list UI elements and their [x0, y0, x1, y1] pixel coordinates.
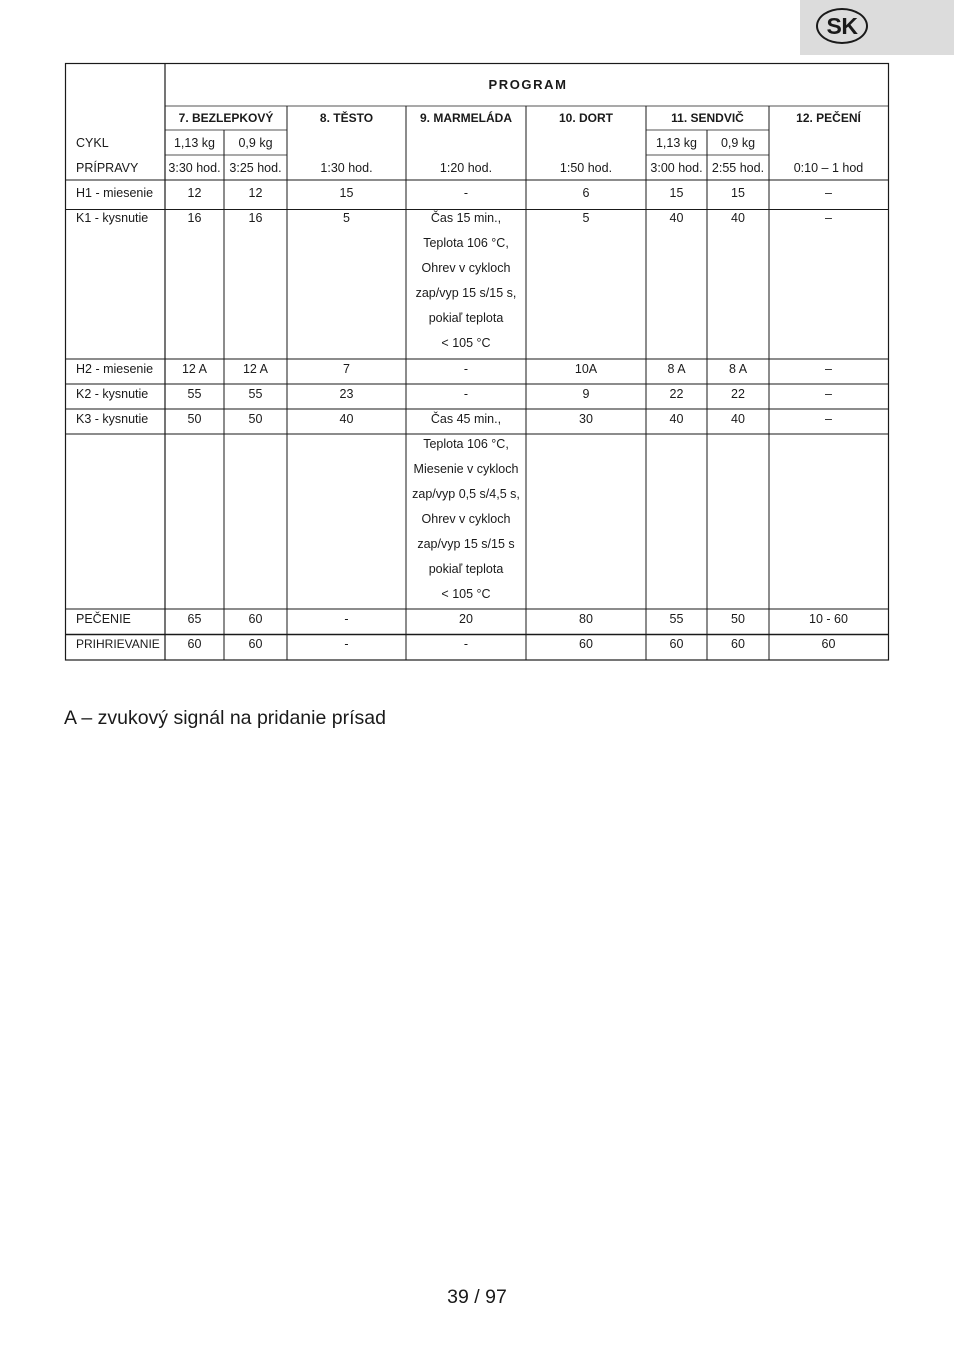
cell-prihrievanie-p11b: 60: [731, 637, 745, 651]
cell-k3-p9-line: Miesenie v cykloch: [413, 462, 519, 476]
page-number: 39 / 97: [447, 1286, 507, 1308]
weight-p11-a: 1,13 kg: [655, 136, 697, 150]
cell-k1-p9-line: Ohrev v cykloch: [421, 261, 511, 275]
cell-k3-p9-line: pokiaľ teplota: [428, 562, 504, 576]
cell-h1-p7b: 12: [248, 186, 263, 200]
cell-k1-p7a: 16: [187, 211, 202, 225]
cell-pecenie-p10: 80: [579, 612, 593, 626]
cell-pecenie-p11b: 50: [731, 612, 745, 626]
time-p12: 0:10 – 1 hod: [793, 161, 864, 175]
cell-h1-p8: 15: [339, 186, 354, 200]
program-7-header: 7. BEZLEPKOVÝ: [178, 111, 274, 125]
weight-p7-a: 1,13 kg: [173, 136, 215, 150]
cell-k1-p7b: 16: [248, 211, 263, 225]
time-p7-b: 3:25 hod.: [229, 161, 282, 175]
program-11-header: 11. SENDVIČ: [671, 111, 744, 125]
cell-k1-p9-line: pokiaľ teplota: [428, 311, 504, 325]
weight-p7-b: 0,9 kg: [238, 136, 273, 150]
program-8-header: 8. TĚSTO: [319, 111, 374, 125]
additive-signal-note: A – zvukový signál na pridanie prísad: [64, 707, 386, 729]
cell-pecenie-p7a: 65: [187, 612, 202, 626]
time-p10: 1:50 hod.: [559, 161, 613, 175]
program-10-header: 10. DORT: [558, 111, 613, 125]
cell-k2-p10: 9: [582, 387, 590, 401]
cell-k1-p8: 5: [343, 211, 350, 225]
cell-h1-p10: 6: [582, 186, 590, 200]
cell-k2-p9: -: [463, 387, 469, 401]
cell-h1-p9: -: [463, 186, 469, 200]
cell-pecenie-p11a: 55: [669, 612, 684, 626]
time-p11-b: 2:55 hod.: [711, 161, 765, 175]
cell-h2-p11b: 8 A: [728, 362, 748, 376]
row-label-h2: H2 - miesenie: [76, 362, 154, 376]
cell-k1-p9-line: < 105 °C: [441, 336, 491, 350]
cell-h2-p12: –: [825, 362, 832, 376]
time-p9: 1:20 hod.: [439, 161, 493, 175]
cell-prihrievanie-p9: -: [463, 637, 469, 651]
cycle-label: CYKL: [76, 136, 109, 150]
cell-prihrievanie-p8: -: [344, 637, 349, 651]
row-label-pecenie: PEČENIE: [76, 612, 131, 626]
cell-k3-p7a: 50: [187, 412, 202, 426]
language-tab: [800, 0, 954, 55]
cell-k3-p7b: 50: [248, 412, 263, 426]
cell-k1-p9-line: zap/vyp 15 s/15 s,: [415, 286, 517, 300]
cell-prihrievanie-p7b: 60: [248, 637, 263, 651]
cell-k2-p11a: 22: [669, 387, 684, 401]
program-header: PROGRAM: [488, 77, 568, 92]
cell-k1-p11b: 40: [731, 211, 745, 225]
weight-p11-b: 0,9 kg: [720, 136, 756, 150]
cell-h2-p7b: 12 A: [242, 362, 269, 376]
cell-k1-p12: –: [825, 211, 832, 225]
cell-k2-p7b: 55: [248, 387, 263, 401]
cell-h1-p12: –: [825, 186, 832, 200]
cell-pecenie-p9: 20: [459, 612, 473, 626]
row-label-k1: K1 - kysnutie: [76, 211, 149, 225]
cell-h2-p11a: 8 A: [667, 362, 686, 376]
program-12-header: 12. PEČENÍ: [796, 111, 861, 125]
cell-h2-p8: 7: [343, 362, 350, 376]
cell-k1-p10: 5: [582, 211, 590, 225]
cell-k3-p11a: 40: [669, 412, 684, 426]
cell-k2-p12: –: [825, 387, 832, 401]
cell-h1-p11a: 15: [669, 186, 684, 200]
time-p11-a: 3:00 hod.: [650, 161, 703, 175]
row-label-k3: K3 - kysnutie: [76, 412, 149, 426]
cell-prihrievanie-p11a: 60: [669, 637, 684, 651]
cell-k3-p9-line: Ohrev v cykloch: [421, 512, 511, 526]
cell-prihrievanie-p12: 60: [821, 637, 836, 651]
cell-k3-p9-line: Teplota 106 °C,: [423, 437, 509, 451]
cell-k3-p8: 40: [339, 412, 354, 426]
row-label-h1: H1 - miesenie: [76, 186, 154, 200]
prep-label: PRÍPRAVY: [76, 161, 139, 175]
cell-h1-p11b: 15: [731, 186, 745, 200]
cell-pecenie-p8: -: [344, 612, 349, 626]
cell-pecenie-p12: 10 - 60: [809, 612, 848, 626]
cell-k3-p9-line: zap/vyp 0,5 s/4,5 s,: [412, 487, 520, 501]
cell-k3-p11b: 40: [731, 412, 745, 426]
cell-k3-p9-line: zap/vyp 15 s/15 s: [417, 537, 515, 551]
cell-k3-p9-line: < 105 °C: [441, 587, 491, 601]
cell-k1-p9-line: Čas 15 min.,: [430, 211, 502, 225]
cell-h1-p7a: 12: [187, 186, 202, 200]
cell-h2-p10: 10A: [574, 362, 598, 376]
program-9-header: 9. MARMELÁDA: [420, 111, 512, 125]
time-p7-a: 3:30 hod.: [168, 161, 221, 175]
language-badge: SK: [816, 8, 868, 44]
time-p8: 1:30 hod.: [320, 161, 373, 175]
cell-k1-p11a: 40: [669, 211, 684, 225]
cell-h2-p9: -: [463, 362, 469, 376]
cell-h2-p7a: 12 A: [181, 362, 208, 376]
cell-k1-p9-line: Teplota 106 °C,: [423, 236, 509, 250]
cell-k3-p9: Čas 45 min.,: [430, 412, 502, 426]
row-label-k2: K2 - kysnutie: [76, 387, 149, 401]
cell-pecenie-p7b: 60: [248, 612, 263, 626]
row-label-prihrievanie: PRIHRIEVANIE: [76, 637, 160, 651]
cell-prihrievanie-p7a: 60: [187, 637, 202, 651]
cell-prihrievanie-p10: 60: [579, 637, 593, 651]
cell-k2-p8: 23: [339, 387, 354, 401]
cell-k3-p12: –: [825, 412, 832, 426]
cell-k2-p11b: 22: [731, 387, 745, 401]
cell-k3-p10: 30: [579, 412, 593, 426]
cell-k2-p7a: 55: [187, 387, 202, 401]
